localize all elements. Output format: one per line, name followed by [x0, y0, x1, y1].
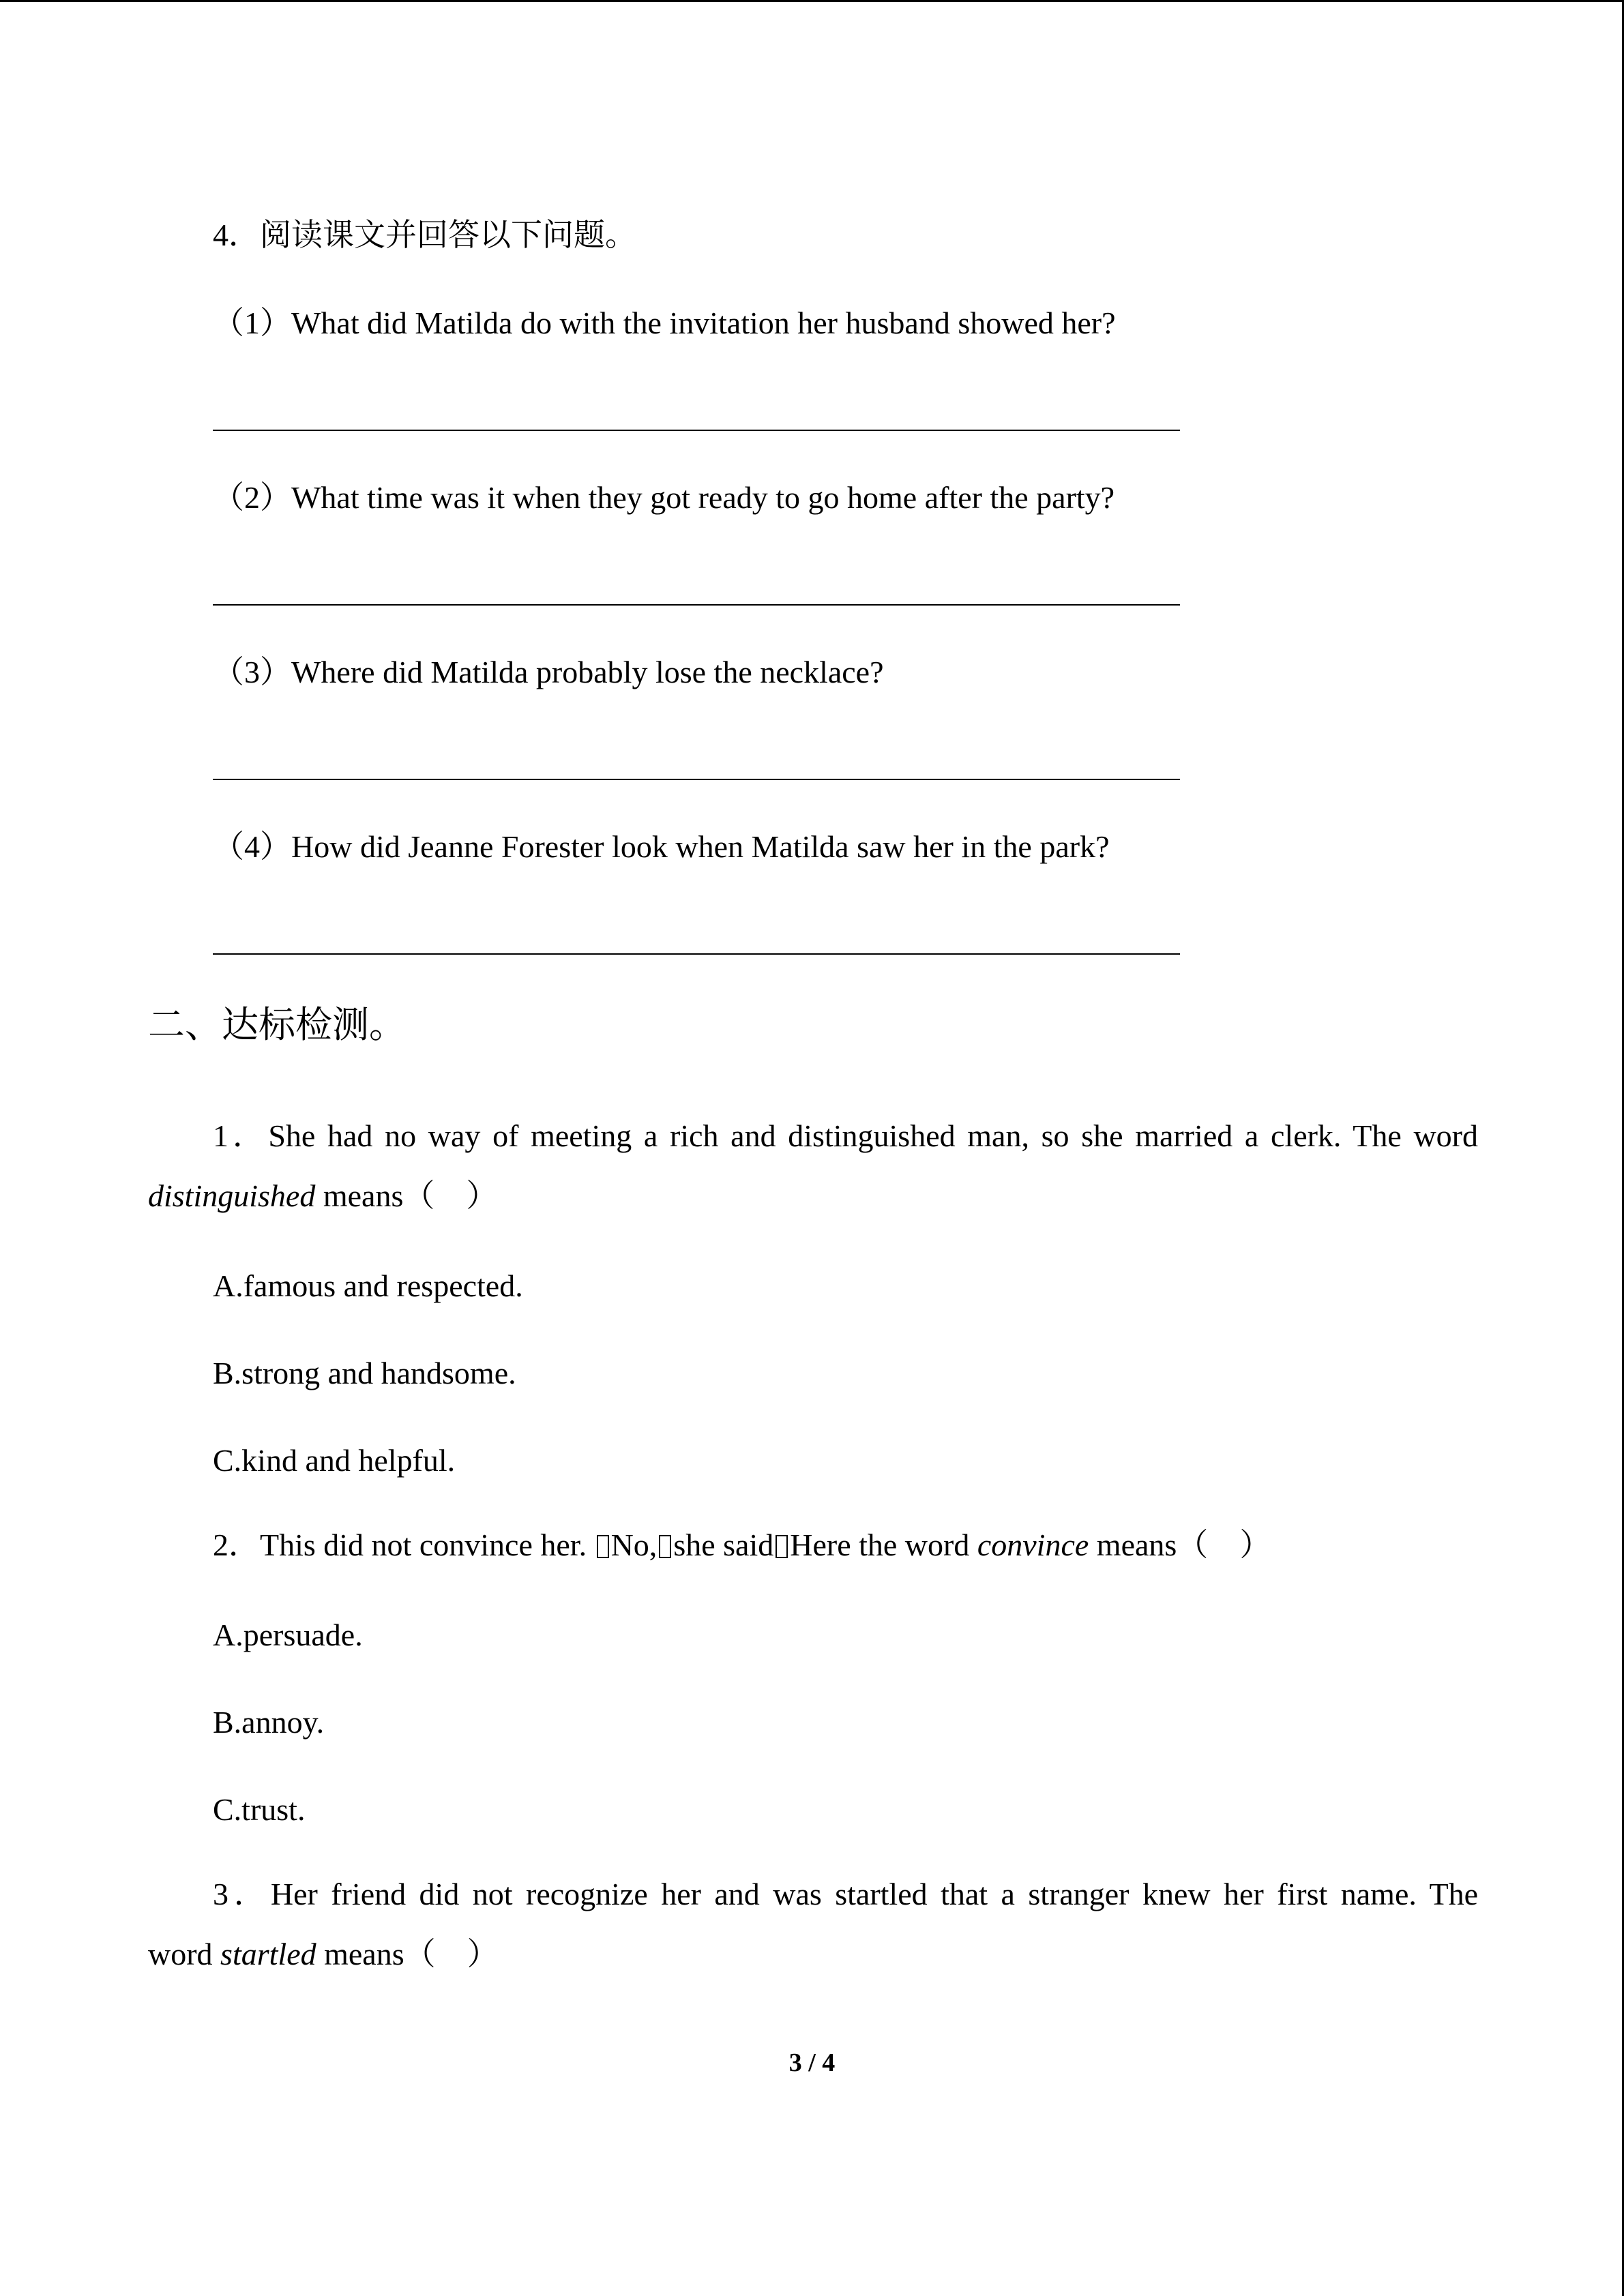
test-question-1 — [148, 1116, 1478, 1217]
option-a[interactable]: A.famous and respected. — [213, 1268, 523, 1303]
question-text: word — [148, 1937, 221, 1971]
blank-prompt: means（ ） — [316, 1937, 499, 1971]
question-text: Here the word — [790, 1527, 977, 1562]
answer-line-4[interactable] — [213, 953, 1180, 955]
option-a[interactable]: A.persuade. — [213, 1617, 363, 1652]
sub-question-number: （4） — [213, 829, 291, 864]
option-c[interactable]: C.kind and helpful. — [213, 1443, 456, 1478]
blank-prompt: means（ ） — [1089, 1527, 1271, 1562]
test-question-3 — [148, 1874, 1478, 1975]
quote-text: No, — [610, 1527, 658, 1562]
key-word: convince — [977, 1527, 1089, 1562]
answer-line-1[interactable] — [213, 430, 1180, 431]
page-number: 3 / 4 — [788, 2048, 836, 2077]
option-b[interactable]: B.strong and handsome. — [213, 1356, 516, 1390]
quote-text: she said — [673, 1527, 774, 1562]
section-title: 二、达标检测。 — [148, 1004, 406, 1045]
sub-question-number: （1） — [213, 305, 291, 340]
test-question-3-line1: 3．Her friend did not recognize her and was startled that a stranger knew her first name. The — [213, 1877, 1478, 1911]
test-question-2 — [213, 1525, 1271, 1566]
missing-glyph-icon — [776, 1535, 788, 1558]
test-question-3-line2 — [148, 1934, 1478, 1975]
blank-prompt: means（ ） — [315, 1178, 498, 1213]
answer-line-2[interactable] — [213, 604, 1180, 606]
sub-question-text: What time was it when they got ready to go home after the party? — [291, 480, 1115, 515]
question-text: 2．This did not convince her. — [213, 1527, 595, 1562]
sub-question-number: （3） — [213, 655, 291, 689]
option-b[interactable]: B.annoy. — [213, 1705, 325, 1740]
sub-question-text: How did Jeanne Forester look when Matilda saw her in the park? — [291, 829, 1110, 864]
missing-glyph-icon — [597, 1535, 609, 1558]
key-word: startled — [220, 1937, 316, 1971]
test-question-1-line2 — [148, 1176, 1478, 1217]
missing-glyph-icon — [659, 1535, 671, 1558]
test-question-1-line1: 1．She had no way of meeting a rich and distinguished man, so she married a clerk. The word — [213, 1118, 1478, 1153]
question-4-heading: 4．阅读课文并回答以下问题。 — [213, 218, 636, 252]
option-c[interactable]: C.trust. — [213, 1792, 306, 1827]
sub-question-2 — [213, 477, 1114, 518]
key-word: distinguished — [148, 1178, 316, 1213]
sub-question-text: What did Matilda do with the invitation her husband showed her? — [291, 305, 1116, 340]
sub-question-3 — [213, 652, 884, 693]
sub-question-number: （2） — [213, 480, 291, 515]
answer-line-3[interactable] — [213, 779, 1180, 780]
sub-question-text: Where did Matilda probably lose the necklace? — [291, 655, 884, 689]
sub-question-1 — [213, 303, 1116, 344]
sub-question-4 — [213, 826, 1110, 867]
